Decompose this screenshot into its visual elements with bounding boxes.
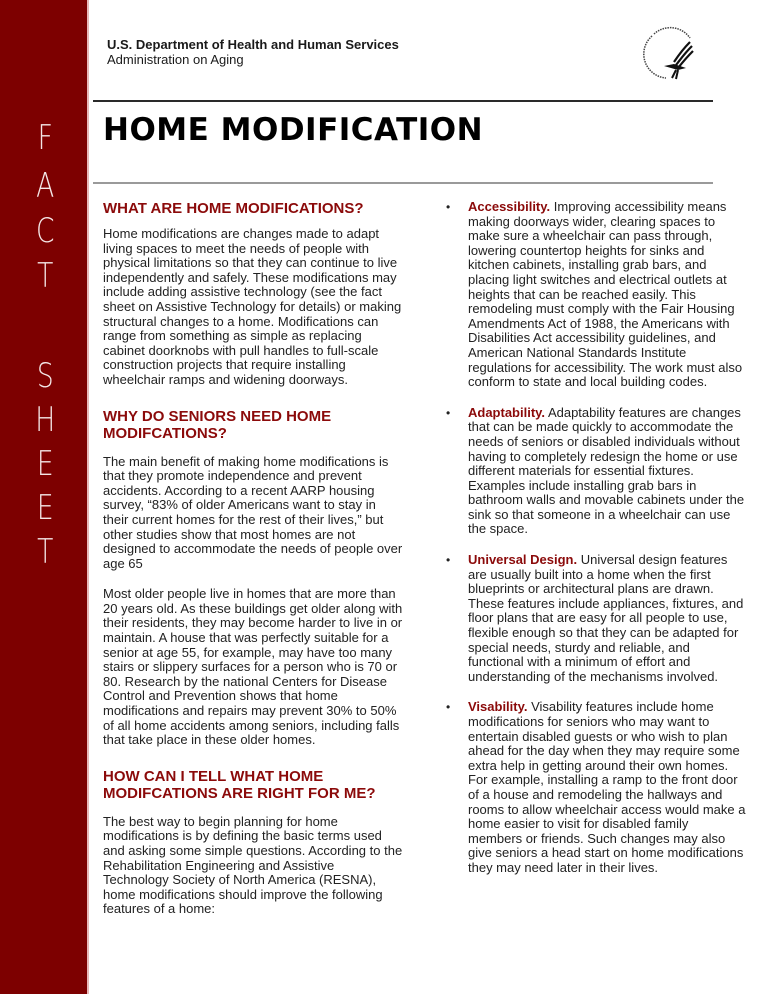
section-what-are — [103, 201, 403, 388]
feature-item-visability — [446, 700, 746, 875]
feature-term: Universal Design. — [468, 552, 578, 568]
section-heading: WHAT ARE HOME MODIFICATIONS? — [103, 200, 364, 217]
feature-item-universal-design — [446, 553, 746, 684]
sidebar-letter: C — [35, 211, 55, 251]
bullet-icon: • — [446, 200, 451, 214]
sidebar-letter: F — [37, 118, 53, 158]
section-how-tell — [103, 768, 403, 917]
page-title: HOME MODIFICATION — [103, 112, 484, 148]
sidebar-letter: T — [37, 532, 54, 572]
header-divider — [93, 100, 713, 102]
feature-text: Universal design features are usually built into a home when the first blueprints or architectural plans are drawn. These features include appliances, fixtures, and floor plans that are easy for all people to use, flexible enough so that they can be adapted for special needs, sturdy and reliable, and functional with a minimum of effort and understanding of the mechanisms involved. — [468, 552, 744, 684]
feature-text: Improving accessibility means making doorways wider, clearing spaces to make sure a wheelchair can pass through, lowering countertop heights for sinks and kitchen cabinets, installing grab bars, and placing light switches and electrical outlets at heights that can be reached easily. This remodeling must comply with the Fair Housing Amendments Act of 1988, the Americans with Disabilities Act accessibility guidelines, and American National Standards Institute regulations for accessibility. The work must also conform to state and local building codes. — [468, 199, 743, 390]
paragraph: The main benefit of making home modifications is that they promote independence and prevent accidents. According to a recent AARP housing survey, “83% of older Americans want to stay in their current homes for the rest of their lives,” but other studies show that most homes are not designed to accommodate the needs of people over age 65 — [103, 453, 403, 571]
feature-term: Visability. — [468, 699, 528, 715]
hhs-eagle-seal-icon — [638, 24, 700, 86]
title-divider — [93, 182, 713, 184]
bullet-icon: • — [446, 553, 451, 568]
paragraph: The best way to begin planning for home modifications is by defining the basic terms used and asking some simple questions. According to the Rehabilitation Engineering and Assistive Technology Society of North America (RESNA), home modifications should improve the following features of a home: — [103, 813, 403, 917]
bullet-icon: • — [446, 405, 451, 420]
feature-text: Visability features include home modifications for seniors who may want to entertain disabled guests or who wish to plan ahead for the day when they may require some extra help in getting around their own homes. For example, installing a ramp to the front door of a house and remodeling the hallways and rooms to allow wheelchair access would make a home easier to visit for disabled family members or friends. Such changes may also give seniors a head start on home modifications they may need later in their lives. — [468, 699, 746, 875]
paragraph: Home modifications are changes made to adapt living spaces to meet the needs of people with physical limitations so that they can continue to live independently and safely. These modifications may include adding assistive technology (see the fact sheet on Assistive Technology for details) or making structural changes to a home. Modifications can range from something as simple as replacing cabinet doorknobs with pull handles to full-scale construction projects that require installing wheelchair ramps and widening doorways. — [103, 226, 402, 387]
section-heading: WHY DO SENIORS NEED HOME MODIFCATIONS? — [103, 407, 332, 442]
department-name: U.S. Department of Health and Human Services — [107, 37, 399, 52]
section-why-need — [103, 408, 403, 748]
bullet-icon: • — [446, 700, 451, 715]
right-column — [446, 200, 746, 892]
agency-header — [107, 37, 399, 67]
sidebar-letter: E — [36, 444, 54, 484]
sidebar-letter: T — [37, 256, 54, 296]
section-heading: HOW CAN I TELL WHAT HOME MODIFCATIONS ARE RIGHT FOR ME? — [103, 767, 376, 802]
agency-name: Administration on Aging — [107, 52, 244, 67]
sidebar-letter: A — [36, 166, 55, 206]
fact-sheet-sidebar — [0, 0, 89, 994]
feature-item-adaptability — [446, 406, 746, 537]
paragraph: Most older people live in homes that are more than 20 years old. As these buildings get older along with their residents, they may become harder to live in or maintain. A house that was perfectly suitable for a senior at age 55, for example, may have too many stairs or slippery surfaces for a person who is 70 or 80. Research by the national Centers for Disease Control and Prevention shows that home modifications and repairs may prevent 30% to 50% of all home accidents among seniors, including falls that take place in these older homes. — [103, 586, 403, 748]
sidebar-letter: H — [35, 400, 56, 440]
sidebar-letter: E — [36, 488, 54, 528]
feature-text: Adaptability features are changes that can be made quickly to accommodate the needs of seniors or disabled individuals without having to completely redesign the home or use different materials for essential fixtures. Examples include installing grab bars in bathroom walls and movable cabinets under the sink so that someone in a wheelchair can use the space. — [468, 404, 745, 537]
feature-term: Adaptability. — [468, 404, 546, 420]
feature-term: Accessibility. — [468, 199, 551, 214]
left-column — [103, 201, 403, 933]
feature-item-accessibility — [446, 200, 746, 390]
sidebar-letter: S — [36, 356, 54, 396]
